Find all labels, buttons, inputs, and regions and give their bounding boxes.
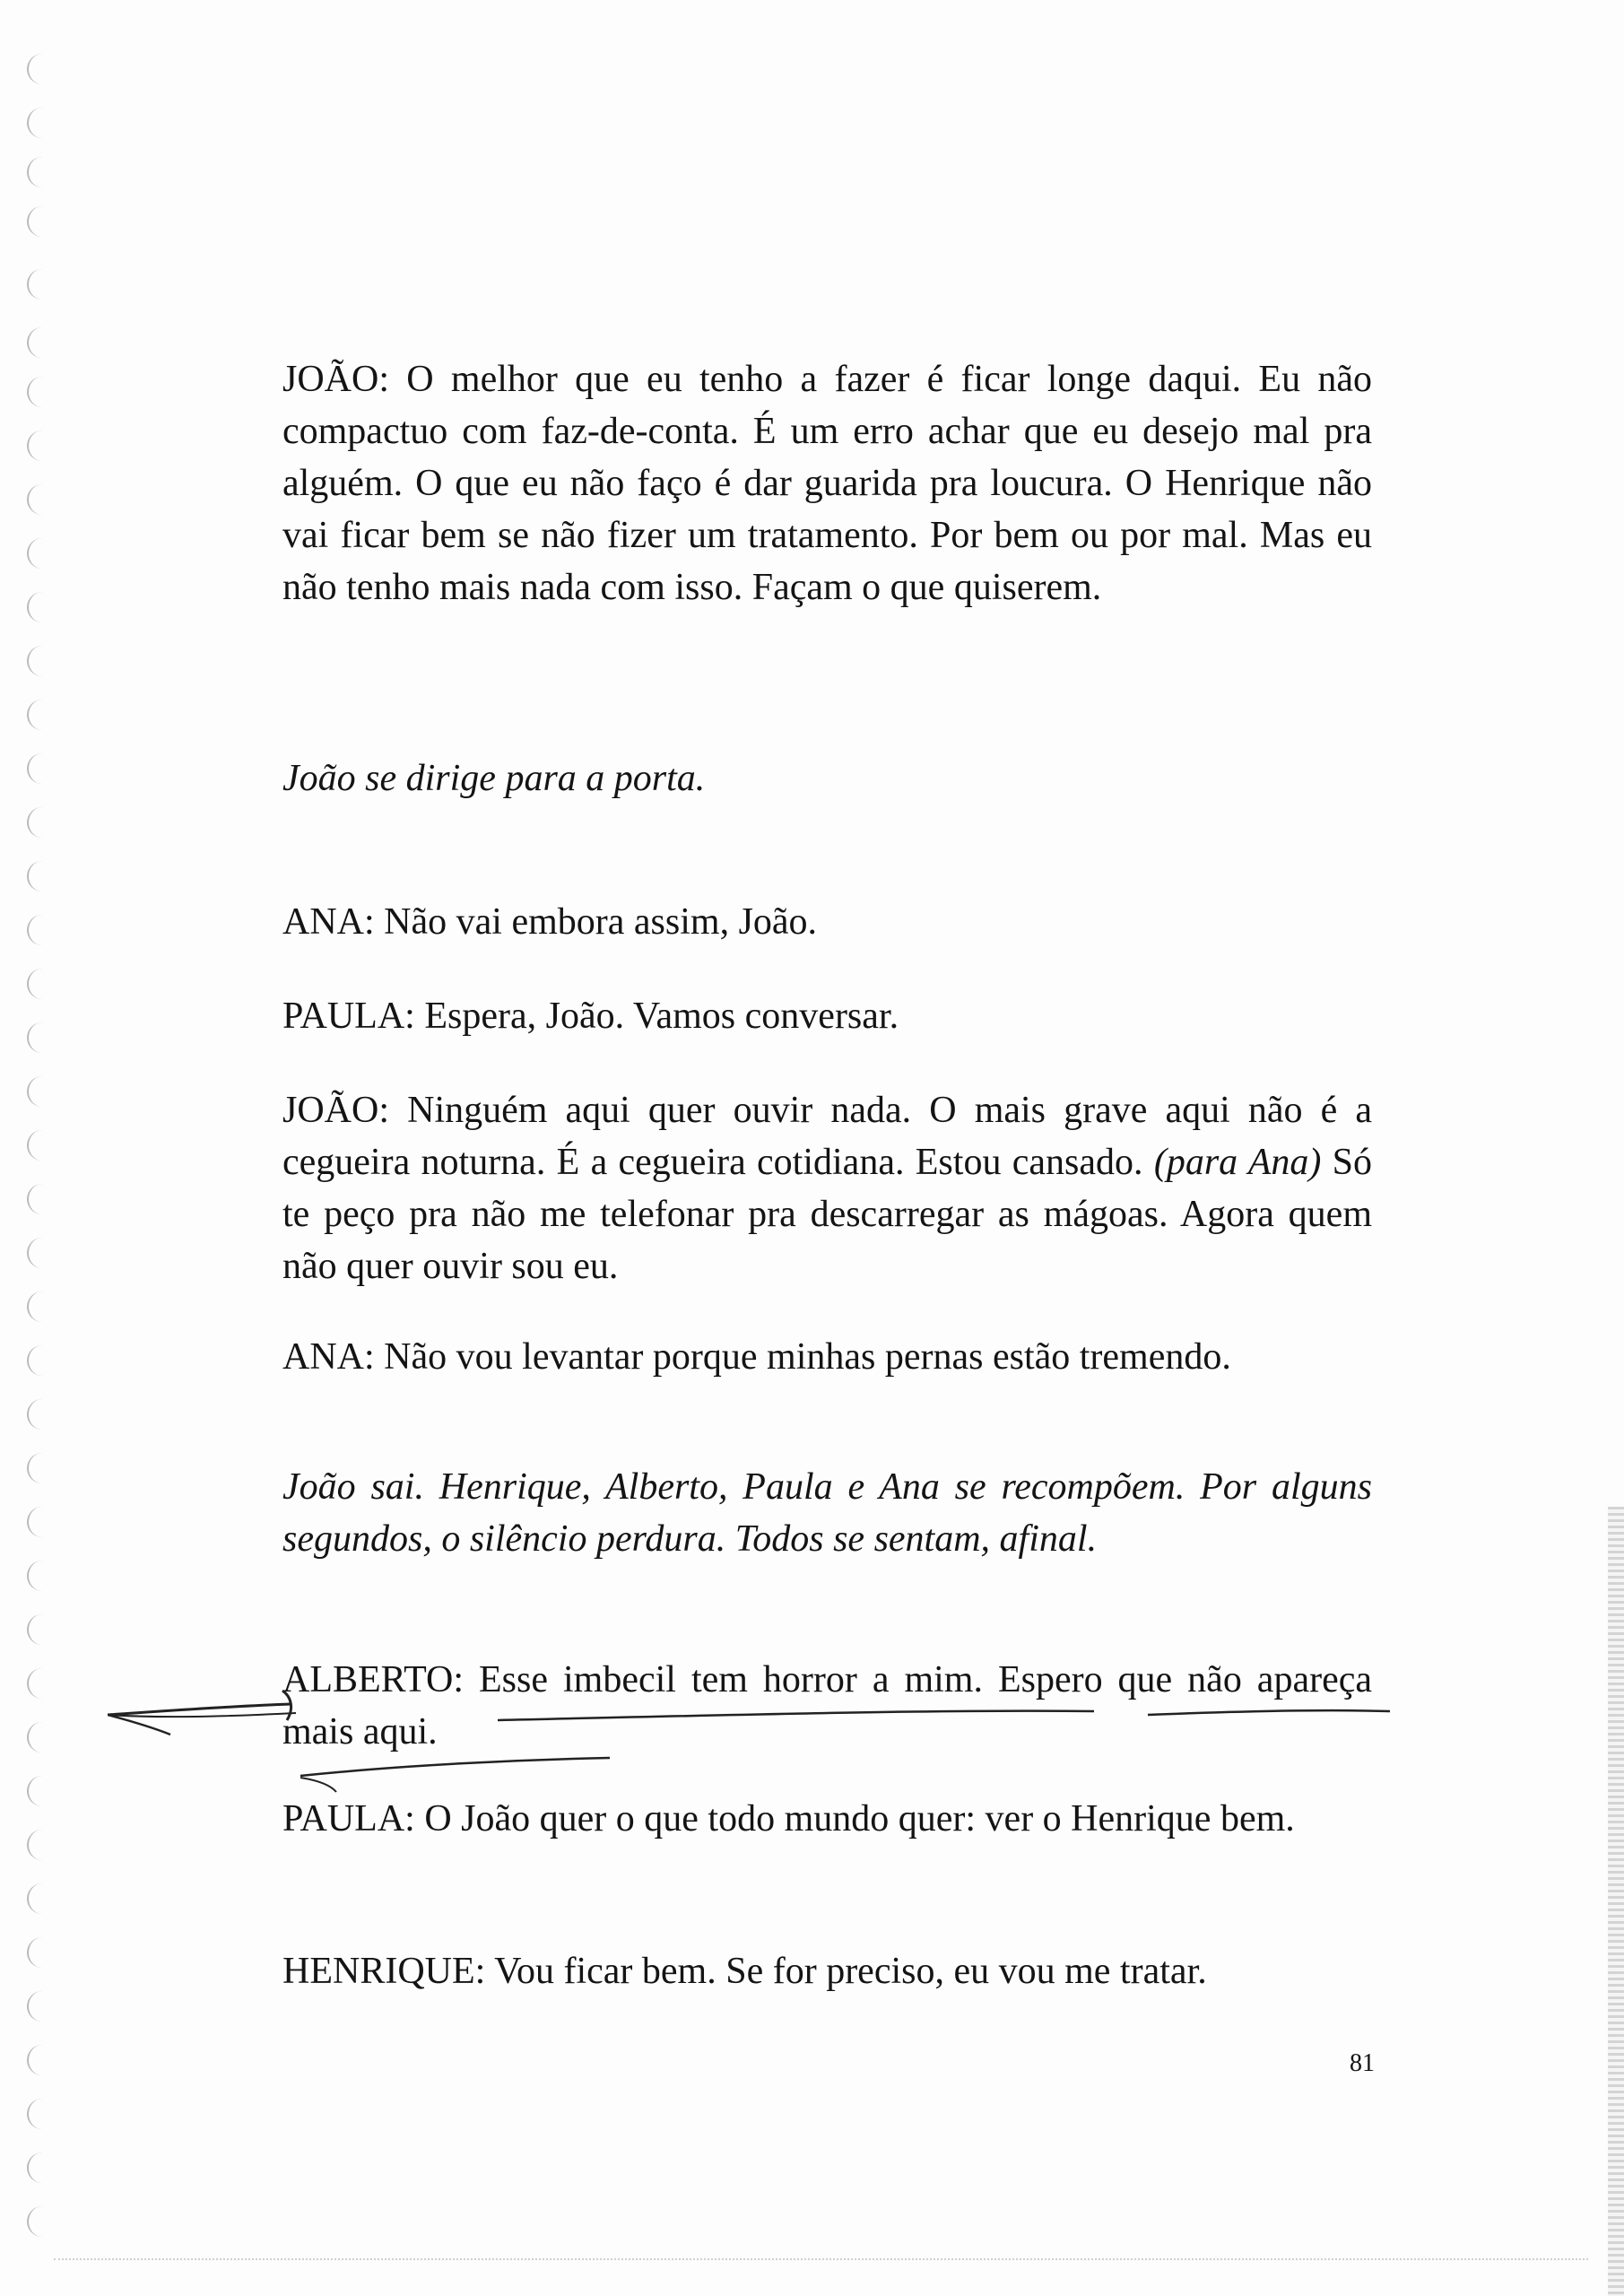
binder-hole [27, 538, 43, 569]
scan-edge-right [1608, 1507, 1624, 2296]
dialogue-text: O melhor que eu tenho a fazer é ficar longe daqui. Eu não compactuo com faz-de-conta. É um erro achar que eu desejo mal pra alguém. O que eu não faço é dar guarida pra loucura. O Henrique não vai ficar bem se não fizer um tratamento. Por bem ou por mal. Mas eu não tenho mais nada com isso. Façam o que quiserem. [282, 359, 1372, 608]
binder-hole [27, 157, 43, 187]
dialogue-text: Não vou levantar porque minhas pernas estão tremendo. [384, 1336, 1231, 1378]
dialogue-text: O João quer o que todo mundo quer: ver o Henrique bem. [424, 1798, 1295, 1839]
binder-hole [27, 1022, 43, 1053]
binder-hole [27, 2206, 43, 2237]
binder-hole [27, 1830, 43, 1860]
binder-hole [27, 269, 43, 300]
page-number: 81 [1350, 2049, 1375, 2077]
dialogue-henrique [282, 1946, 1372, 1998]
binder-hole [27, 484, 43, 515]
inline-direction: (para Ana) [1153, 1141, 1322, 1183]
binder-hole [27, 206, 43, 237]
speaker-name: ANA: [282, 901, 375, 943]
binder-hole [27, 807, 43, 838]
binder-hole [27, 1883, 43, 1914]
stage-direction [282, 1462, 1372, 1566]
speaker-name: PAULA: [282, 996, 415, 1037]
speaker-name: PAULA: [282, 1798, 415, 1839]
binder-hole [27, 2045, 43, 2075]
speaker-name: JOÃO: [282, 359, 390, 400]
binder-hole [27, 327, 43, 358]
binder-hole [27, 430, 43, 461]
dialogue-text: Espera, João. Vamos conversar. [424, 996, 899, 1037]
binder-hole [27, 1399, 43, 1430]
binder-hole [27, 861, 43, 891]
binder-hole [27, 1453, 43, 1483]
dialogue-text: Só te peço pra não me telefonar pra descarregar as mágoas. Agora quem não quer ouvir sou eu. [282, 1141, 1373, 1287]
stage-direction [282, 753, 1372, 805]
binder-hole [27, 1238, 43, 1268]
dialogue-text: Não vai embora assim, João. [384, 901, 818, 943]
dialogue-ana-2 [282, 1332, 1372, 1384]
binder-hole [27, 1345, 43, 1376]
binder-hole [27, 377, 43, 407]
binder-hole [27, 1668, 43, 1699]
binder-hole [27, 2099, 43, 2129]
binder-hole [27, 1614, 43, 1645]
binder-hole [27, 1292, 43, 1322]
dialogue-paula-1 [282, 991, 1372, 1043]
binder-hole [27, 1130, 43, 1161]
binder-hole [27, 1507, 43, 1537]
binder-hole [27, 1991, 43, 2022]
speaker-name: JOÃO: [282, 1090, 390, 1131]
binder-hole [27, 1722, 43, 1752]
scan-edge-bottom [54, 2258, 1588, 2260]
binder-hole [27, 108, 43, 138]
dialogue-text: Vou ficar bem. Se for preciso, eu vou me tratar. [494, 1951, 1207, 1992]
speaker-name: ALBERTO: [282, 1659, 465, 1700]
stage-text: João se dirige para a porta. [282, 758, 706, 799]
binder-hole [27, 54, 43, 84]
dialogue-paula-2 [282, 1794, 1372, 1846]
binder-hole [27, 969, 43, 999]
binder-hole [27, 1937, 43, 1968]
dialogue-ana-1 [282, 897, 1372, 949]
binder-hole [27, 1076, 43, 1107]
dialogue-joao-1 [282, 354, 1372, 614]
binder-hole [27, 646, 43, 676]
speaker-name: HENRIQUE: [282, 1951, 486, 1992]
dialogue-text: Ninguém aqui quer ouvir nada. O mais grave aqui não é a cegueira noturna. É a cegueira cotidiana. Estou cansado. [282, 1090, 1372, 1183]
dialogue-joao-2 [282, 1085, 1372, 1293]
binder-hole [27, 1561, 43, 1591]
binder-hole [27, 2152, 43, 2183]
speaker-name: ANA: [282, 1336, 375, 1378]
binder-hole [27, 592, 43, 622]
binder-hole [27, 1776, 43, 1806]
binder-hole [27, 1184, 43, 1214]
dialogue-alberto [282, 1655, 1372, 1759]
dialogue-text: Esse imbecil tem horror a mim. Espero que não apareça mais aqui. [282, 1659, 1373, 1752]
binder-hole [27, 753, 43, 784]
binder-hole [27, 700, 43, 730]
stage-text: João sai. Henrique, Alberto, Paula e Ana se recompõem. Por alguns segundos, o silêncio perdura. Todos se sentam, afinal. [282, 1466, 1372, 1560]
binder-hole [27, 915, 43, 945]
